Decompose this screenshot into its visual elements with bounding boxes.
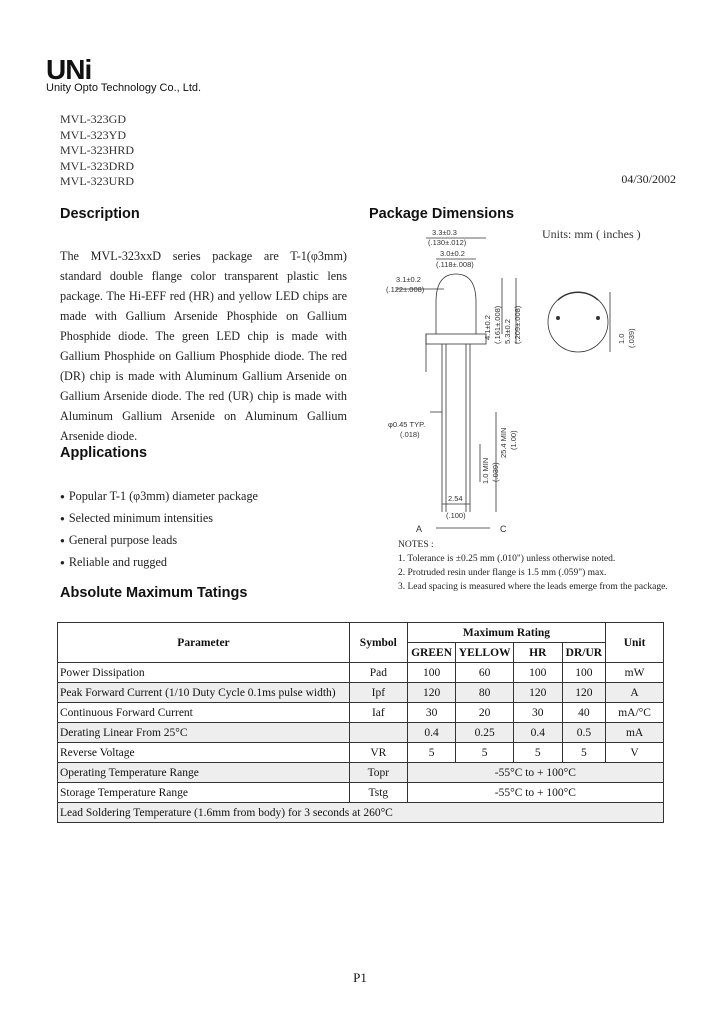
dim-label: (.118±.008) [436, 260, 474, 269]
dim-label: 1.0 [617, 333, 626, 344]
dim-label: 3.1±0.2 [396, 275, 421, 284]
table-header-row [58, 623, 664, 643]
col-header-max-rating: Maximum Rating [407, 623, 605, 643]
model-number: MVL-323DRD [60, 158, 134, 173]
value-cell: 5 [513, 743, 562, 763]
col-header-color: DR/UR [562, 643, 606, 663]
dim-label: (1.00) [509, 430, 518, 450]
note-item: 2. Protruded resin under flange is 1.5 mm (.059") max. [398, 568, 607, 578]
value-cell: 30 [407, 703, 456, 723]
value-cell: 0.4 [513, 723, 562, 743]
symbol-cell: Tstg [349, 783, 407, 803]
value-cell: -55°C to + 100°C [407, 763, 663, 783]
unit-cell: mA [606, 723, 664, 743]
description-text: The MVL-323xxD series package are T-1(φ3mm) standard double flange color transparent plastic lens package. The Hi-EFF red (HR) and yellow LED chips are made with Gallium Arsenide Phosphide on Gallium Phosphide diode. The green LED chip is made with Gallium Phosphide on Gallium Phosphide diode. The red (DR) chip is made with Aluminum Gallium Arsenide on Gallium Arsenide diode. The red (UR) chip is made with Aluminum Gallium Arsenide on Aluminum Gallium Arsenide diode. [60, 249, 347, 443]
package-drawing [360, 222, 660, 540]
applications-heading: Applications [60, 445, 148, 461]
value-cell: 120 [513, 683, 562, 703]
unit-cell: mW [606, 663, 664, 683]
cathode-label: C [500, 524, 507, 534]
model-list [60, 112, 134, 190]
top-view-mark [556, 316, 560, 320]
param-cell: Power Dissipation [58, 663, 350, 683]
value-cell: 20 [456, 703, 514, 723]
footer-cell: Lead Soldering Temperature (1.6mm from body) for 3 seconds at 260°C [58, 803, 664, 823]
param-cell: Reverse Voltage [58, 743, 350, 763]
dim-label: 4.1±0.2 [483, 315, 492, 340]
table-row [58, 763, 664, 783]
dim-label: φ0.45 TYP. [388, 420, 426, 429]
table-row [58, 803, 664, 823]
param-cell: Continuous Forward Current [58, 703, 350, 723]
dim-label: 3.3±0.3 [432, 228, 457, 237]
dim-label: (.100) [446, 511, 466, 520]
dim-label: 25.4 MIN [499, 427, 508, 458]
dim-label: 5.3±0.2 [503, 319, 512, 344]
value-cell: 0.5 [562, 723, 606, 743]
table-row [58, 783, 664, 803]
value-cell: -55°C to + 100°C [407, 783, 663, 803]
top-view-circle [548, 292, 608, 352]
dim-label: (.018) [400, 430, 420, 439]
dim-label: (.161±.008) [493, 305, 502, 344]
dim-label: 1.0 MIN [481, 457, 490, 484]
unit-cell: V [606, 743, 664, 763]
list-item: ● Popular T-1 (φ3mm) diameter package [60, 486, 258, 508]
table-row [58, 663, 664, 683]
description-heading: Description [60, 206, 140, 222]
value-cell: 0.25 [456, 723, 514, 743]
table-row [58, 723, 664, 743]
flange [426, 334, 486, 344]
value-cell: 60 [456, 663, 514, 683]
document-date: 04/30/2002 [621, 172, 676, 186]
value-cell: 80 [456, 683, 514, 703]
value-cell: 5 [562, 743, 606, 763]
value-cell: 30 [513, 703, 562, 723]
list-item: ● General purpose leads [60, 530, 258, 552]
list-item: ● Reliable and rugged [60, 552, 258, 574]
col-header-color: YELLOW [456, 643, 514, 663]
table-row [58, 703, 664, 723]
value-cell: 40 [562, 703, 606, 723]
value-cell: 5 [456, 743, 514, 763]
units-label: Units: mm ( inches ) [542, 227, 641, 241]
param-cell: Derating Linear From 25°C [58, 723, 350, 743]
value-cell: 5 [407, 743, 456, 763]
dim-label: (.209±.008) [513, 305, 522, 344]
symbol-cell: Ipf [349, 683, 407, 703]
package-heading: Package Dimensions [369, 206, 515, 222]
note-item: 3. Lead spacing is measured where the leads emerge from the package. [398, 582, 668, 592]
dim-label: (.039) [627, 328, 636, 348]
value-cell: 120 [562, 683, 606, 703]
symbol-cell: Iaf [349, 703, 407, 723]
unit-cell: A [606, 683, 664, 703]
company-logo: UNi [46, 54, 92, 85]
package-notes [398, 538, 668, 594]
list-item: ● Selected minimum intensities [60, 508, 258, 530]
dim-label: 3.0±0.2 [440, 249, 465, 258]
notes-title: NOTES : [398, 540, 434, 550]
note-item: 1. Tolerance is ±0.25 mm (.010") unless otherwise noted. [398, 554, 616, 564]
value-cell: 100 [407, 663, 456, 683]
symbol-cell: Pad [349, 663, 407, 683]
symbol-cell: VR [349, 743, 407, 763]
param-cell: Operating Temperature Range [58, 763, 350, 783]
model-number: MVL-323YD [60, 127, 126, 142]
ratings-heading: Absolute Maximum Tatings [60, 585, 248, 601]
model-number: MVL-323URD [60, 174, 134, 188]
top-view-mark [596, 316, 600, 320]
dim-label: (.130±.012) [428, 238, 467, 247]
lens-dome [436, 274, 476, 302]
value-cell: 0.4 [407, 723, 456, 743]
table-row [58, 683, 664, 703]
col-header-parameter: Parameter [58, 623, 350, 663]
symbol-cell: Topr [349, 763, 407, 783]
table-row [58, 743, 664, 763]
model-number: MVL-323GD [60, 112, 126, 126]
dim-label: (.122±.008) [386, 285, 425, 294]
param-cell: Storage Temperature Range [58, 783, 350, 803]
unit-cell: mA/°C [606, 703, 664, 723]
applications-list [60, 486, 258, 574]
col-header-symbol: Symbol [349, 623, 407, 663]
dim-label: 2.54 [448, 494, 463, 503]
col-header-unit: Unit [606, 623, 664, 663]
top-view-flat [558, 292, 598, 300]
model-number: MVL-323HRD [60, 143, 134, 157]
page-number: P1 [353, 970, 367, 985]
param-cell: Peak Forward Current (1/10 Duty Cycle 0.1ms pulse width) [58, 683, 350, 703]
value-cell: 100 [513, 663, 562, 683]
dim-label: (.039) [491, 462, 500, 482]
company-name: Unity Opto Technology Co., Ltd. [46, 82, 202, 94]
value-cell: 100 [562, 663, 606, 683]
col-header-color: GREEN [407, 643, 456, 663]
value-cell: 120 [407, 683, 456, 703]
anode-label: A [416, 524, 423, 534]
ratings-table [57, 622, 664, 823]
col-header-color: HR [513, 643, 562, 663]
symbol-cell [349, 723, 407, 743]
